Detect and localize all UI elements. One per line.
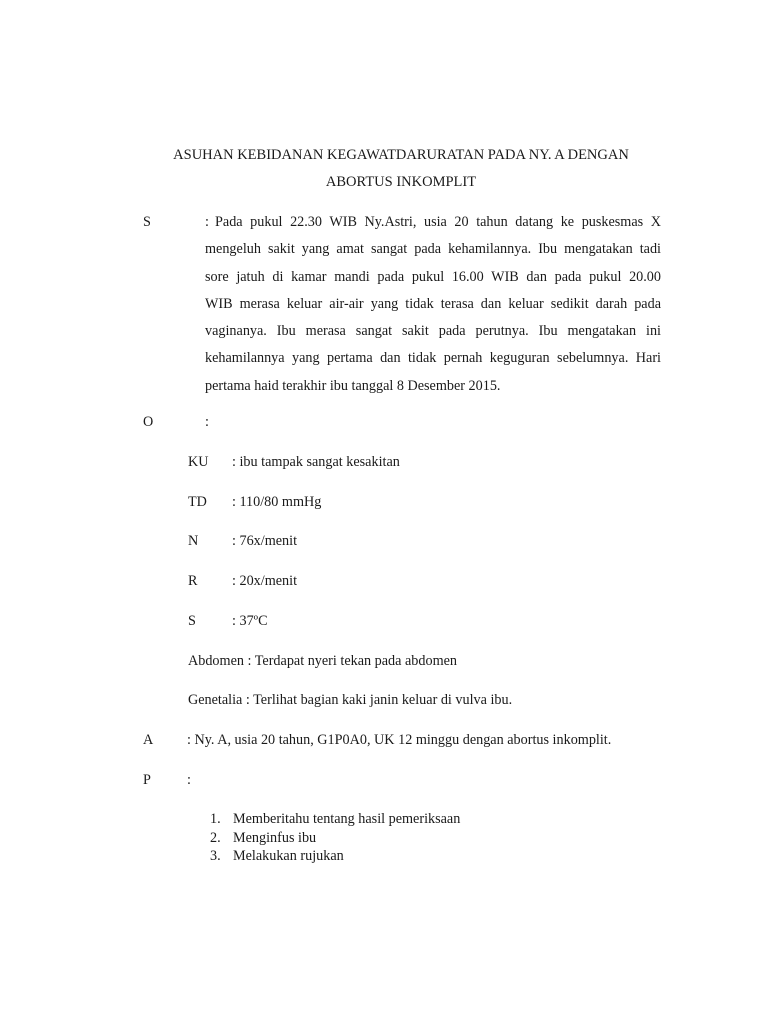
plan-list-item — [188, 829, 460, 848]
objective-colon: : — [205, 414, 209, 430]
plan-item-text: Memberitahu tentang hasil pemeriksaan — [233, 811, 461, 827]
subjective-line: Pada pukul 22.30 WIB Ny.Astri, usia 20 tahun datang ke puskesmas X — [215, 214, 661, 230]
subjective-colon: : — [205, 214, 209, 230]
subjective-line: kehamilannya yang pertama dan tidak pernah keguguran sebelumnya. Hari — [205, 350, 661, 367]
plan-item-number: 3. — [210, 848, 221, 864]
plan-colon: : — [187, 772, 191, 788]
assessment-label: A — [143, 732, 154, 748]
vital-key-td: TD — [188, 494, 207, 510]
abdomen-finding: Abdomen : Terdapat nyeri tekan pada abdomen — [188, 653, 458, 669]
document-title-line-2: ABORTUS INKOMPLIT — [325, 174, 477, 190]
plan-item-text: Menginfus ibu — [233, 829, 317, 846]
plan-list-item — [188, 847, 460, 866]
vital-key-s: S — [188, 613, 196, 629]
vital-value-r: : 20x/menit — [232, 573, 298, 589]
subjective-line: sore jatuh di kamar mandi pada pukul 16.00 WIB dan pada pukul 20.00 — [205, 268, 661, 285]
plan-list-item — [188, 810, 460, 829]
vital-key-n: N — [188, 533, 199, 549]
vital-key-r: R — [188, 573, 198, 589]
subjective-line: pertama haid terakhir ibu tanggal 8 Desember 2015. — [205, 377, 501, 394]
subjective-label: S — [143, 214, 151, 230]
plan-item-text: Melakukan rujukan — [233, 848, 344, 864]
vital-key-ku: KU — [188, 454, 209, 470]
objective-label: O — [143, 414, 154, 430]
plan-label: P — [143, 772, 151, 788]
vital-value-s: : 37ºC — [232, 613, 268, 629]
document-title-line-1: ASUHAN KEBIDANAN KEGAWATDARURATAN PADA NY. A DENGAN — [173, 147, 629, 163]
assessment-text: : Ny. A, usia 20 tahun, G1P0A0, UK 12 minggu dengan abortus inkomplit. — [187, 732, 612, 748]
plan-list — [188, 810, 460, 866]
vital-value-n: : 76x/menit — [232, 533, 298, 549]
vital-value-ku: : ibu tampak sangat kesakitan — [232, 454, 400, 470]
genetalia-finding: Genetalia : Terlihat bagian kaki janin keluar di vulva ibu. — [188, 692, 513, 708]
subjective-line: WIB merasa keluar air-air yang tidak terasa dan keluar sedikit darah pada — [205, 295, 661, 312]
plan-item-number: 2. — [210, 829, 221, 846]
subjective-line: mengeluh sakit yang amat sangat pada kehamilannya. Ibu mengatakan tadi — [205, 241, 661, 258]
plan-item-number: 1. — [210, 811, 221, 827]
vital-value-td: : 110/80 mmHg — [232, 494, 322, 510]
subjective-paragraph — [205, 209, 661, 400]
subjective-line: vaginanya. Ibu merasa sangat sakit pada perutnya. Ibu mengatakan ini — [205, 323, 661, 340]
